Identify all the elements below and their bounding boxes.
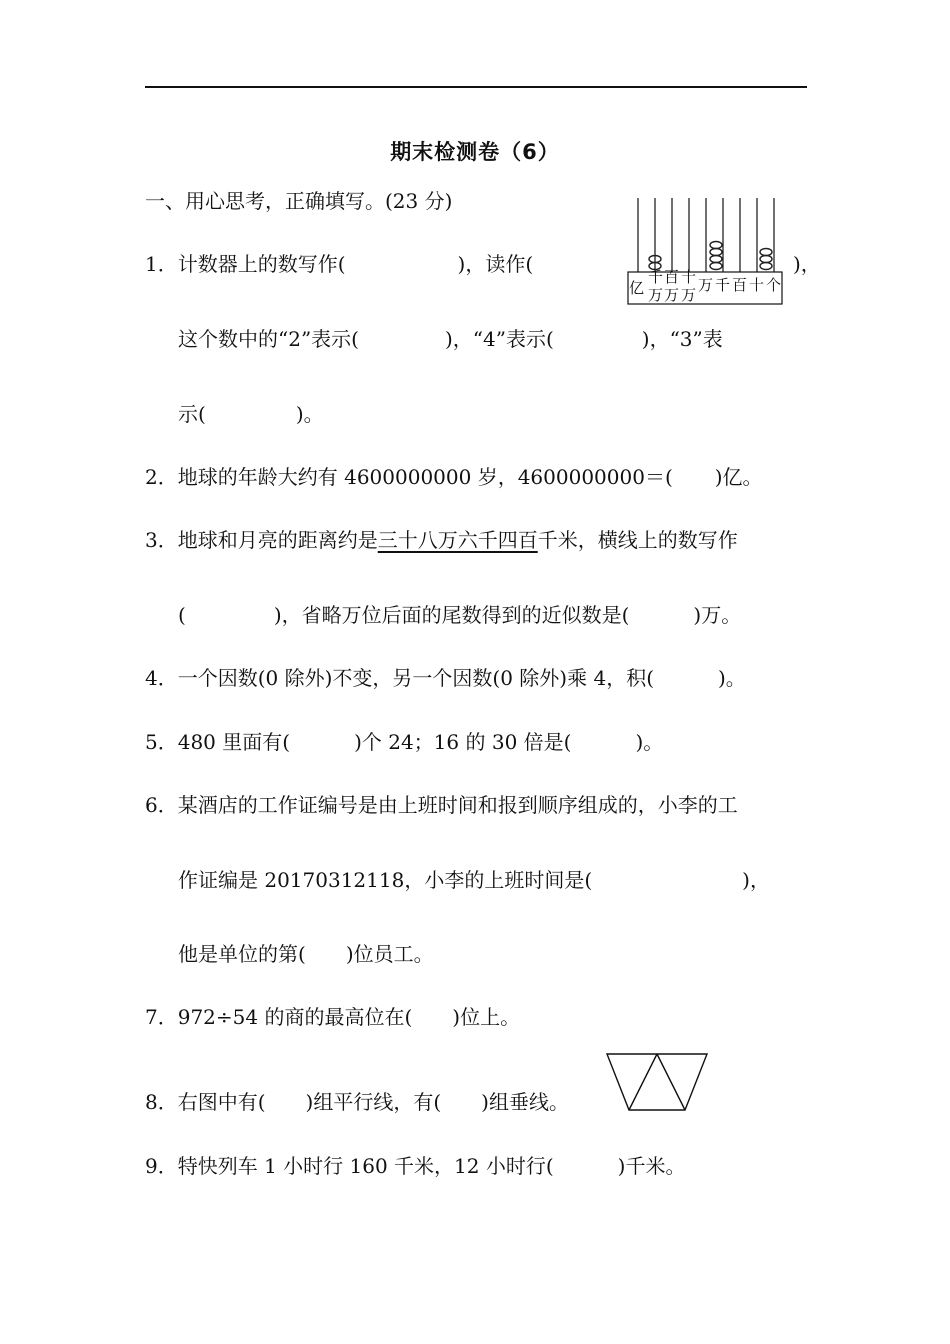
q4-text-b: )。	[718, 666, 746, 690]
q3-text-c: (	[178, 603, 186, 627]
q6-text-d: 他是单位的第(	[178, 942, 306, 966]
bead	[760, 263, 772, 270]
label-shiwan-bot: 万	[681, 286, 697, 304]
question-number: 6．	[145, 793, 178, 817]
label-qianwan-bot: 万	[648, 286, 664, 304]
q6-text-e: )位员工。	[345, 942, 434, 966]
question-9	[145, 1152, 685, 1180]
question-6-line-2	[178, 866, 770, 894]
inner-line-2	[657, 1054, 685, 1110]
q4-text-a: 一个因数(0 除外)不变，另一个因数(0 除外)乘 4，积(	[177, 666, 654, 690]
question-3-line-2	[178, 601, 741, 629]
bead	[710, 256, 722, 263]
question-1-line-3	[178, 400, 324, 428]
q9-text-b: )千米。	[617, 1154, 686, 1178]
q1-text-g: 示(	[178, 402, 206, 426]
question-number: 9．	[145, 1154, 178, 1178]
q3-text-a: 地球和月亮的距离约是	[177, 528, 378, 552]
q1-text-f: )，“3”表	[641, 327, 723, 351]
q3-text-d: )，省略万位后面的尾数得到的近似数是(	[273, 603, 630, 627]
q1-text-d: 这个数中的“2”表示(	[178, 327, 359, 351]
label-baiwan-bot: 万	[664, 286, 680, 304]
question-number: 3．	[145, 528, 178, 552]
q8-text-a: 右图中有(	[177, 1090, 266, 1114]
question-4	[145, 664, 746, 692]
label-bai: 百	[732, 276, 748, 294]
label-qianwan-top: 千	[648, 268, 664, 286]
q1-close: )，	[793, 252, 821, 276]
q5-text-b: )个 24；16 的 30 倍是(	[354, 730, 572, 754]
q9-text-a: 特快列车 1 小时行 160 千米，12 小时行(	[177, 1154, 554, 1178]
question-number: 4．	[145, 666, 178, 690]
q6-text-a: 某酒店的工作证编号是由上班时间和报到顺序组成的，小李的工	[177, 793, 738, 817]
bead	[760, 256, 772, 263]
question-number: 8．	[145, 1090, 178, 1114]
q8-text-c: )组垂线。	[481, 1090, 569, 1114]
q5-text-a: 480 里面有(	[177, 730, 291, 754]
q2-text: 地球的年龄大约有 4600000000 岁，4600000000＝(	[177, 465, 673, 489]
q1-text-a: 计数器上的数写作(	[177, 252, 346, 276]
bead	[710, 263, 722, 270]
question-5	[145, 728, 663, 756]
label-qian: 千	[715, 276, 731, 294]
q3-text-b: 千米，横线上的数写作	[537, 528, 738, 552]
abacus-figure	[626, 196, 786, 308]
q1-text-e: )，“4”表示(	[444, 327, 554, 351]
q6-text-b: 作证编是 20170312118，小李的上班时间是(	[178, 868, 593, 892]
trapezoid-figure	[604, 1052, 710, 1114]
label-shi: 十	[749, 276, 765, 294]
abacus-beads	[649, 242, 772, 270]
label-wan: 万	[698, 276, 714, 294]
question-8	[145, 1088, 569, 1116]
question-number: 2．	[145, 465, 178, 489]
question-number: 5．	[145, 730, 178, 754]
label-baiwan-top: 百	[664, 268, 680, 286]
q1-text-h: )。	[295, 402, 324, 426]
q1-text-b: )，读作(	[457, 252, 534, 276]
section-heading: 一、用心思考，正确填写。(23 分)	[145, 189, 453, 213]
page-title: 期末检测卷（6）	[390, 140, 560, 164]
abacus-rods	[638, 198, 774, 272]
bead	[760, 249, 772, 256]
header-rule	[145, 86, 807, 88]
trapezoid-outline	[607, 1054, 707, 1110]
bead	[710, 249, 722, 256]
q7-text-a: 972÷54 的商的最高位在(	[177, 1005, 413, 1029]
q3-text-e: )万。	[693, 603, 742, 627]
q8-text-b: )组平行线，有(	[305, 1090, 442, 1114]
q7-text-b: )位上。	[452, 1005, 521, 1029]
q6-text-c: )，	[742, 868, 770, 892]
question-number: 1．	[145, 252, 178, 276]
underlined-number-words: 三十八万六千四百	[377, 528, 538, 552]
inner-line-1	[629, 1054, 657, 1110]
question-6-line-1	[145, 791, 738, 819]
question-1-line-1	[145, 250, 533, 278]
q5-text-c: )。	[635, 730, 664, 754]
question-1-line-2	[178, 325, 723, 353]
q2-end: )亿。	[714, 465, 763, 489]
label-ge: 个	[766, 276, 782, 294]
question-6-line-3	[178, 940, 434, 968]
question-7	[145, 1003, 520, 1031]
label-yi: 亿	[629, 279, 645, 297]
question-number: 7．	[145, 1005, 178, 1029]
bead	[710, 242, 722, 249]
label-shiwan-top: 十	[681, 268, 697, 286]
question-3-line-1	[145, 526, 738, 554]
question-2	[145, 463, 763, 491]
